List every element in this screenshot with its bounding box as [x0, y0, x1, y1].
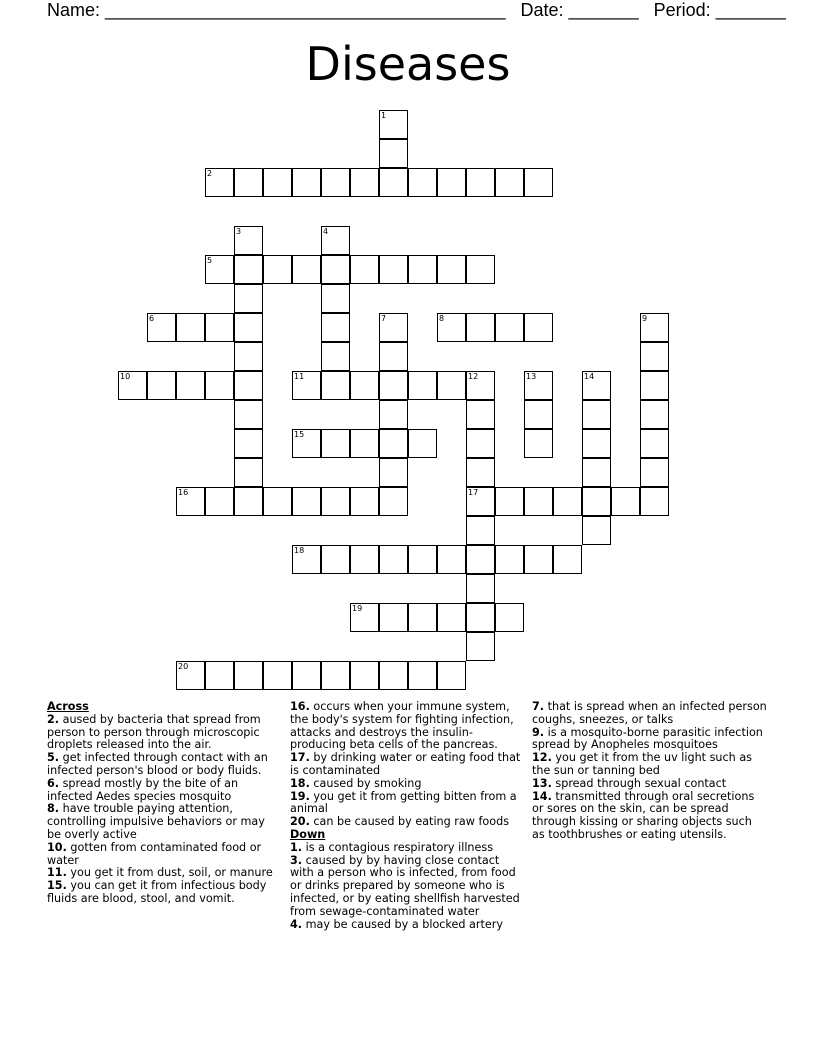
- crossword-cell[interactable]: [350, 603, 379, 632]
- crossword-cell[interactable]: [495, 487, 524, 516]
- crossword-cell[interactable]: [379, 371, 408, 400]
- crossword-cell[interactable]: [379, 487, 408, 516]
- crossword-cell[interactable]: [408, 545, 437, 574]
- crossword-cell[interactable]: [524, 429, 553, 458]
- crossword-cell[interactable]: [292, 371, 321, 400]
- clue-number: 13: [526, 372, 537, 381]
- crossword-cell[interactable]: [379, 545, 408, 574]
- crossword-cell[interactable]: [321, 487, 350, 516]
- crossword-cell[interactable]: [321, 255, 350, 284]
- crossword-cell[interactable]: [350, 429, 379, 458]
- clues-column-left: [47, 701, 282, 906]
- clue-number: 17: [468, 488, 479, 497]
- crossword-cell[interactable]: [495, 168, 524, 197]
- clue-text: can be caused by eating raw foods: [309, 815, 510, 829]
- crossword-cell[interactable]: [176, 313, 205, 342]
- clue-number: 16: [178, 488, 189, 497]
- crossword-cell[interactable]: [524, 400, 553, 429]
- crossword-cell[interactable]: [234, 429, 263, 458]
- crossword-cell[interactable]: [176, 487, 205, 516]
- crossword-cell[interactable]: [640, 487, 669, 516]
- crossword-cell[interactable]: [379, 313, 408, 342]
- crossword-cell[interactable]: [466, 168, 495, 197]
- date-field[interactable]: _______: [568, 0, 639, 20]
- clue: [290, 816, 525, 829]
- crossword-cell[interactable]: [263, 487, 292, 516]
- clue-number-label: 16.: [290, 700, 310, 713]
- crossword-cell[interactable]: [466, 313, 495, 342]
- clue-text: is a mosquito-borne parasitic infection spread by Anopheles mosquitoes: [532, 725, 763, 752]
- name-label: Name:: [47, 0, 101, 20]
- crossword-cell[interactable]: [582, 516, 611, 545]
- down-heading: Down: [290, 827, 326, 841]
- crossword-cell[interactable]: [205, 255, 234, 284]
- crossword-cell[interactable]: [234, 400, 263, 429]
- clue-number-label: 12.: [532, 751, 552, 765]
- date-label: Date:: [520, 0, 564, 20]
- crossword-cell[interactable]: [437, 371, 466, 400]
- clue-number-label: 14.: [532, 789, 552, 803]
- clue-number-label: 17.: [290, 751, 310, 765]
- crossword-cell[interactable]: [379, 603, 408, 632]
- crossword-cell[interactable]: [640, 313, 669, 342]
- crossword-cell[interactable]: [379, 255, 408, 284]
- clue: [532, 791, 767, 842]
- crossword-cell[interactable]: [234, 284, 263, 313]
- crossword-cell[interactable]: [437, 661, 466, 690]
- crossword-cell[interactable]: [321, 545, 350, 574]
- clues-column-middle: [290, 701, 525, 931]
- crossword-cell[interactable]: [321, 226, 350, 255]
- crossword-cell[interactable]: [321, 342, 350, 371]
- crossword-cell[interactable]: [292, 545, 321, 574]
- crossword-cell[interactable]: [524, 545, 553, 574]
- crossword-cell[interactable]: [118, 371, 147, 400]
- crossword-cell[interactable]: [495, 545, 524, 574]
- period-label: Period:: [653, 0, 711, 20]
- crossword-cell[interactable]: [582, 371, 611, 400]
- clue-number: 14: [584, 372, 595, 381]
- clue-number: 15: [294, 430, 305, 439]
- clue-text: occurs when your immune system, the body's system for fighting infection, attacks and destroys the insulin-producing beta cells of the pancreas.: [290, 700, 514, 752]
- crossword-cell[interactable]: [408, 429, 437, 458]
- crossword-cell[interactable]: [437, 545, 466, 574]
- crossword-cell[interactable]: [437, 168, 466, 197]
- crossword-cell[interactable]: [205, 661, 234, 690]
- clues-column-right: [532, 701, 767, 842]
- clue-text: transmitted through oral secretions or sores on the skin, can be spread through kissing or sharing objects such as toothbrushes or eating utensils.: [532, 789, 755, 841]
- clue-number: 1: [381, 111, 387, 120]
- clue-number: 5: [207, 256, 213, 265]
- crossword-cell[interactable]: [524, 313, 553, 342]
- crossword-cell[interactable]: [524, 487, 553, 516]
- crossword-cell[interactable]: [611, 487, 640, 516]
- clue-text: caused by by having close contact with a person who is infected, from food or drinks prepared by someone who is infected, or by eating shellfish harvested from sewage-contaminated water: [290, 853, 520, 918]
- name-field[interactable]: ________________________________________: [105, 0, 506, 20]
- clue: [532, 701, 767, 727]
- clue: [47, 842, 282, 868]
- crossword-cell[interactable]: [495, 313, 524, 342]
- crossword-cell[interactable]: [466, 371, 495, 400]
- crossword-cell[interactable]: [321, 313, 350, 342]
- crossword-cell[interactable]: [176, 371, 205, 400]
- crossword-cell[interactable]: [205, 371, 234, 400]
- crossword-cell[interactable]: [292, 168, 321, 197]
- crossword-cell[interactable]: [292, 487, 321, 516]
- crossword-cell[interactable]: [234, 226, 263, 255]
- clue-text: caused by smoking: [309, 776, 422, 790]
- crossword-cell[interactable]: [234, 168, 263, 197]
- crossword-cell[interactable]: [379, 400, 408, 429]
- clue: [290, 791, 525, 817]
- crossword-cell[interactable]: [379, 139, 408, 168]
- crossword-cell[interactable]: [466, 458, 495, 487]
- crossword-cell[interactable]: [640, 429, 669, 458]
- clue: [290, 855, 525, 919]
- clue-number-label: 18.: [290, 776, 310, 790]
- crossword-cell[interactable]: [524, 371, 553, 400]
- clue-number: 12: [468, 372, 479, 381]
- crossword-cell[interactable]: [234, 458, 263, 487]
- clue: [47, 778, 282, 804]
- clue-number-label: 3.: [290, 853, 303, 867]
- crossword-cell[interactable]: [292, 429, 321, 458]
- clue-number-label: 8.: [47, 802, 60, 816]
- clue-number: 20: [178, 662, 189, 671]
- crossword-cell[interactable]: [408, 255, 437, 284]
- clue-text: get infected through contact with an infected person's blood or body fluids.: [47, 751, 268, 777]
- crossword-cell[interactable]: [350, 661, 379, 690]
- crossword-cell[interactable]: [263, 661, 292, 690]
- page-title: Diseases: [305, 37, 511, 91]
- crossword-cell[interactable]: [321, 168, 350, 197]
- period-field[interactable]: _______: [715, 0, 786, 20]
- clue-number-label: 13.: [532, 776, 552, 790]
- crossword-cell[interactable]: [466, 400, 495, 429]
- crossword-cell[interactable]: [321, 284, 350, 313]
- crossword-cell[interactable]: [321, 661, 350, 690]
- crossword-cell[interactable]: [495, 603, 524, 632]
- crossword-cell[interactable]: [350, 487, 379, 516]
- crossword-cell[interactable]: [466, 255, 495, 284]
- crossword-cell[interactable]: [466, 516, 495, 545]
- crossword-cell[interactable]: [147, 313, 176, 342]
- clue-text: you get it from dust, soil, or manure: [66, 866, 273, 880]
- crossword-cell[interactable]: [350, 545, 379, 574]
- crossword-cell[interactable]: [582, 458, 611, 487]
- crossword-cell[interactable]: [234, 661, 263, 690]
- clue: [290, 701, 525, 752]
- clue: [47, 803, 282, 841]
- clue-text: you get it from the uv light such as the sun or tanning bed: [532, 751, 753, 777]
- clue-text: is a contagious respiratory illness: [302, 840, 494, 854]
- crossword-cell[interactable]: [205, 168, 234, 197]
- clue-text: have trouble paying attention, controlling impulsive behaviors or may be overly active: [47, 802, 265, 841]
- crossword-cell[interactable]: [466, 632, 495, 661]
- clue: [532, 727, 767, 753]
- clue-text: may be caused by a blocked artery: [302, 917, 504, 931]
- clue-text: spread mostly by the bite of an infected Aedes species mosquito: [47, 776, 239, 803]
- clue: [47, 880, 282, 906]
- crossword-cell[interactable]: [466, 603, 495, 632]
- clue-number: 8: [439, 314, 445, 323]
- clue: [290, 752, 525, 778]
- crossword-cell[interactable]: [205, 313, 234, 342]
- crossword-cell[interactable]: [408, 371, 437, 400]
- clue-number: 2: [207, 169, 213, 178]
- clue-number-label: 1.: [290, 840, 303, 854]
- crossword-cell[interactable]: [321, 429, 350, 458]
- crossword-cell[interactable]: [553, 487, 582, 516]
- clue-number-label: 15.: [47, 879, 67, 893]
- crossword-cell[interactable]: [234, 487, 263, 516]
- clue-number: 6: [149, 314, 155, 323]
- crossword-cell[interactable]: [582, 487, 611, 516]
- crossword-cell[interactable]: [292, 661, 321, 690]
- crossword-cell[interactable]: [640, 371, 669, 400]
- crossword-cell[interactable]: [582, 429, 611, 458]
- crossword-cell[interactable]: [350, 371, 379, 400]
- crossword-cell[interactable]: [437, 313, 466, 342]
- clue-number-label: 4.: [290, 917, 303, 931]
- clue-number-label: 2.: [47, 712, 60, 726]
- crossword-cell[interactable]: [408, 661, 437, 690]
- clue: [47, 714, 282, 752]
- clue-text: spread through sexual contact: [551, 776, 727, 790]
- clue-number: 19: [352, 604, 363, 613]
- crossword-cell[interactable]: [466, 574, 495, 603]
- crossword-cell[interactable]: [321, 371, 350, 400]
- crossword-cell[interactable]: [379, 458, 408, 487]
- crossword-cell[interactable]: [350, 168, 379, 197]
- clue: [290, 919, 525, 932]
- crossword-cell[interactable]: [379, 342, 408, 371]
- crossword-cell[interactable]: [582, 400, 611, 429]
- crossword-cell[interactable]: [379, 110, 408, 139]
- clue-text: you get it from getting bitten from a animal: [290, 789, 517, 816]
- clue-number: 9: [642, 314, 648, 323]
- crossword-cell[interactable]: [176, 661, 205, 690]
- crossword-cell[interactable]: [408, 168, 437, 197]
- clue-number-label: 7.: [532, 700, 545, 713]
- crossword-cell[interactable]: [379, 429, 408, 458]
- clue: [532, 752, 767, 778]
- crossword-cell[interactable]: [234, 371, 263, 400]
- crossword-cell[interactable]: [263, 255, 292, 284]
- crossword-cell[interactable]: [234, 342, 263, 371]
- clue-number: 11: [294, 372, 305, 381]
- crossword-cell[interactable]: [379, 168, 408, 197]
- clue-text: that is spread when an infected person coughs, sneezes, or talks: [532, 700, 767, 726]
- clue-number: 7: [381, 314, 387, 323]
- clue-number-label: 9.: [532, 725, 545, 739]
- crossword-cell[interactable]: [640, 400, 669, 429]
- crossword-cell[interactable]: [350, 255, 379, 284]
- clue-number: 4: [323, 227, 329, 236]
- clue-number: 3: [236, 227, 242, 236]
- crossword-cell[interactable]: [408, 603, 437, 632]
- across-heading: Across: [47, 700, 89, 713]
- clue-text: aused by bacteria that spread from person to person through microscopic droplets released into the air.: [47, 712, 261, 752]
- clue-number-label: 20.: [290, 815, 310, 829]
- crossword-cell[interactable]: [147, 371, 176, 400]
- crossword-cell[interactable]: [524, 168, 553, 197]
- clue-number-label: 10.: [47, 840, 67, 854]
- crossword-cell[interactable]: [640, 342, 669, 371]
- crossword-cell[interactable]: [437, 603, 466, 632]
- clue-number-label: 6.: [47, 776, 60, 790]
- clue-text: you can get it from infectious body fluids are blood, stool, and vomit.: [47, 879, 267, 905]
- crossword-cell[interactable]: [234, 313, 263, 342]
- crossword-cell[interactable]: [437, 255, 466, 284]
- clue-number: 18: [294, 546, 305, 555]
- crossword-cell[interactable]: [263, 168, 292, 197]
- clue-text: gotten from contaminated food or water: [47, 840, 262, 867]
- clue-number: 10: [120, 372, 131, 381]
- crossword-cell[interactable]: [466, 487, 495, 516]
- crossword-cell[interactable]: [234, 255, 263, 284]
- crossword-cell[interactable]: [379, 661, 408, 690]
- clue-number-label: 19.: [290, 789, 310, 803]
- crossword-cell[interactable]: [466, 429, 495, 458]
- crossword-cell[interactable]: [205, 487, 234, 516]
- crossword-cell[interactable]: [553, 545, 582, 574]
- crossword-cell[interactable]: [640, 458, 669, 487]
- clue: [47, 752, 282, 778]
- crossword-cell[interactable]: [292, 255, 321, 284]
- crossword-cell[interactable]: [466, 545, 495, 574]
- clue-number-label: 5.: [47, 751, 60, 765]
- clue-number-label: 11.: [47, 866, 67, 880]
- clue-text: by drinking water or eating food that is contaminated: [290, 751, 521, 777]
